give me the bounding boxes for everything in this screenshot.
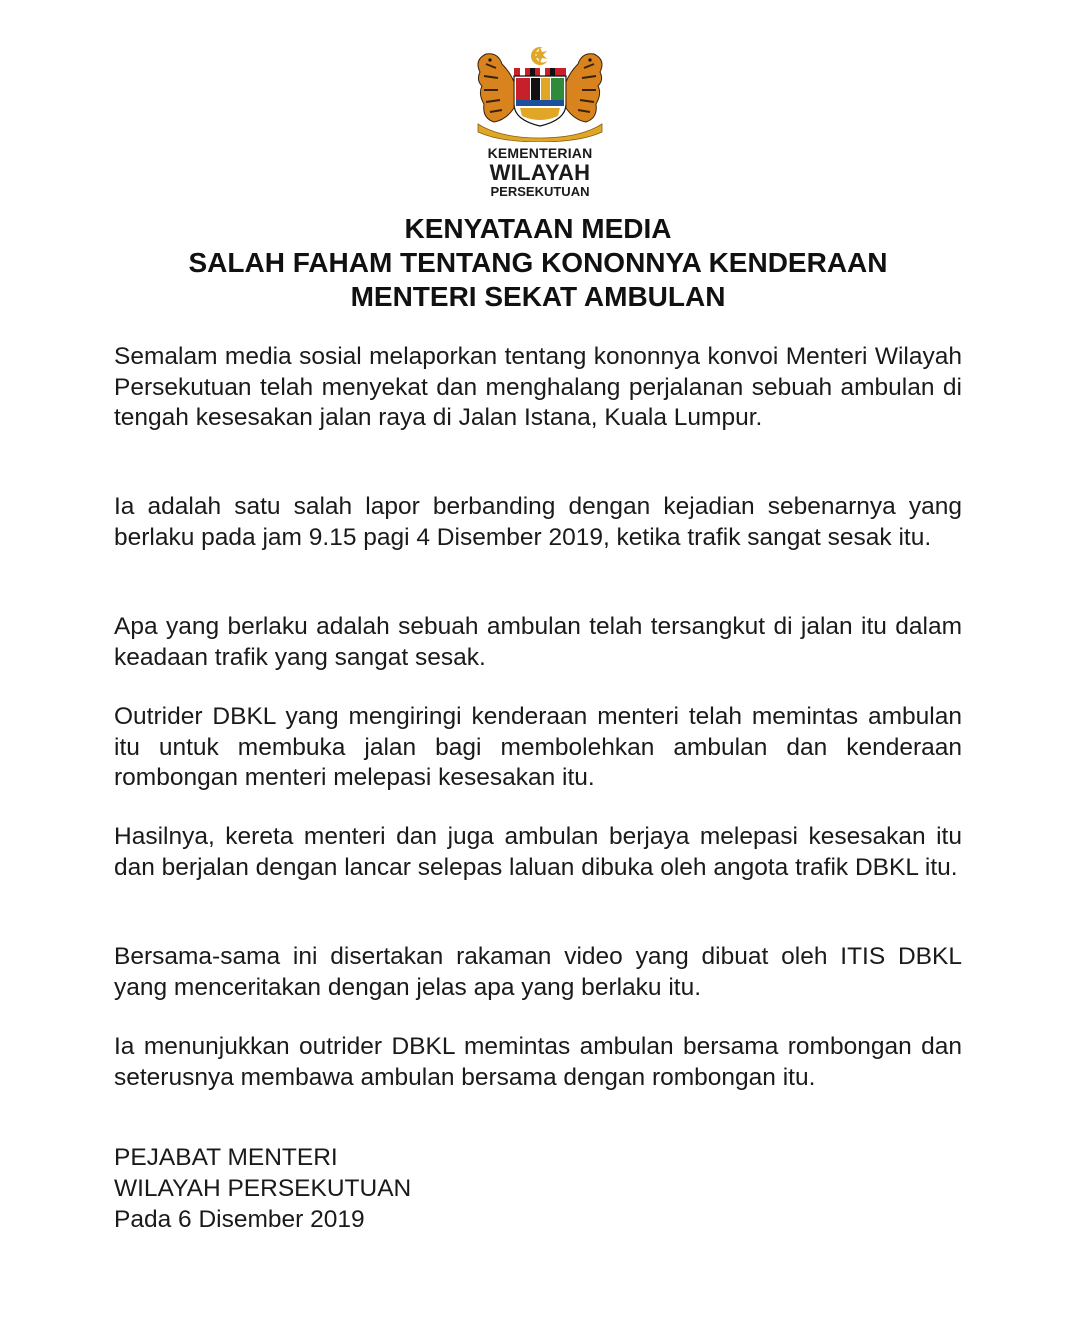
paragraph-1: Semalam media sosial melaporkan tentang kononnya konvoi Menteri Wilayah Persekutuan telah menyekat dan menghalang perjalanan sebuah ambulan di tengah kesesakan jalan raya di Jalan Istana, Kuala Lumpur. (114, 343, 962, 431)
signature-block (114, 1142, 411, 1235)
ministry-line-2: WILAYAH (489, 160, 591, 185)
paragraph-2: Ia adalah satu salah lapor berbanding dengan kejadian sebenarnya yang berlaku pada jam 9.15 pagi 4 Disember 2019, ketika trafik sangat sesak itu. (114, 493, 962, 551)
paragraph-4: Outrider DBKL yang mengiringi kenderaan menteri telah memintas ambulan itu untuk membuka jalan bagi membolehkan ambulan dan kenderaan rombongan menteri melepasi kesesakan itu. (114, 703, 962, 791)
coat-of-arms-icon (470, 42, 610, 142)
ministry-name (440, 142, 640, 198)
ministry-line-3: PERSEKUTUAN (490, 184, 590, 199)
signature-line-1: PEJABAT MENTERI (114, 1144, 338, 1171)
paragraph-7: Ia menunjukkan outrider DBKL memintas ambulan bersama rombongan dan seterusnya membawa ambulan bersama dengan rombongan itu. (114, 1033, 962, 1091)
title-line-2: SALAH FAHAM TENTANG KONONNYA KENDERAAN (188, 247, 888, 278)
ministry-line-1: KEMENTERIAN (487, 145, 593, 161)
paragraph-3: Apa yang berlaku adalah sebuah ambulan telah tersangkut di jalan itu dalam keadaan trafik yang sangat sesak. (114, 613, 962, 671)
title-line-1: KENYATAAN MEDIA (404, 213, 672, 244)
signature-date: Pada 6 Disember 2019 (114, 1206, 365, 1233)
signature-line-2: WILAYAH PERSEKUTUAN (114, 1175, 412, 1202)
paragraph-6: Bersama-sama ini disertakan rakaman video yang dibuat oleh ITIS DBKL yang menceritakan dengan jelas apa yang berlaku itu. (114, 943, 962, 1001)
paragraph-5: Hasilnya, kereta menteri dan juga ambulan berjaya melepasi kesesakan itu dan berjalan dengan lancar selepas laluan dibuka oleh angota trafik DBKL itu. (114, 823, 962, 881)
title-line-3: MENTERI SEKAT AMBULAN (350, 281, 726, 312)
statement-title (0, 212, 1076, 314)
